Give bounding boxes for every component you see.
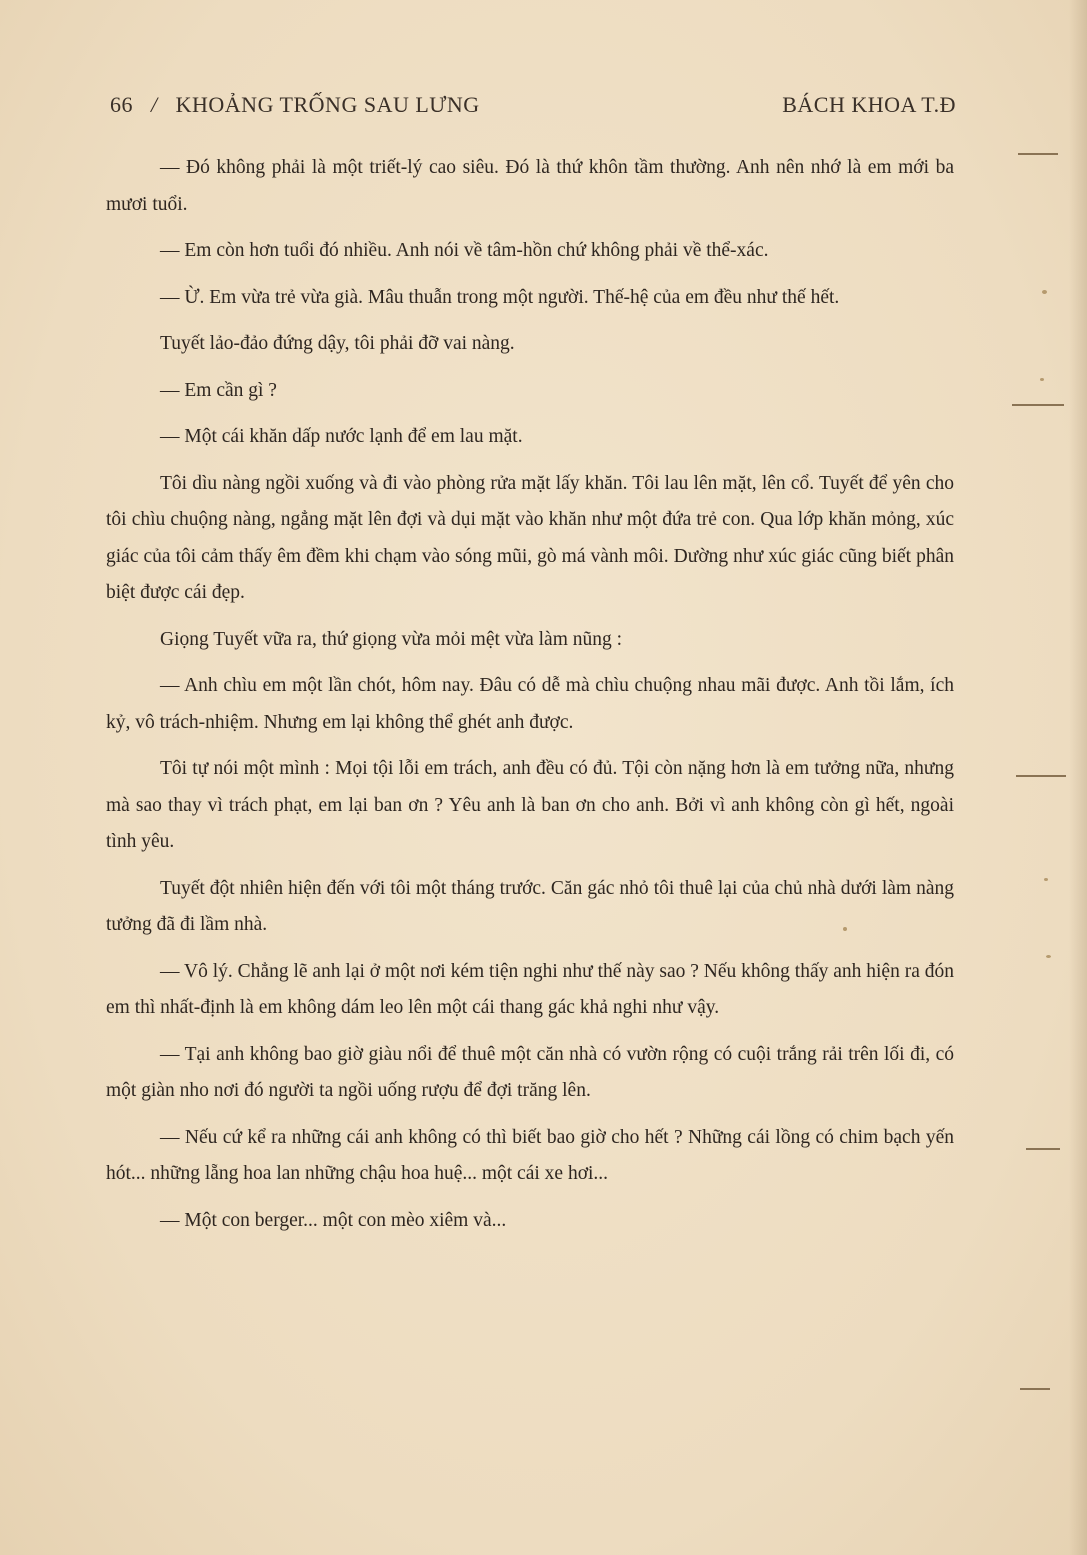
paragraph: — Tại anh không bao giờ giàu nổi để thuê một căn nhà có vườn rộng có cuội trắng rải trên lối đi, có một giàn nho nơi đó người ta ngồi uống rượu để đợi trăng lên.: [106, 1043, 954, 1101]
header-left: [110, 92, 480, 118]
margin-mark: [1012, 404, 1064, 406]
paragraph: — Ừ. Em vừa trẻ vừa già. Mâu thuẫn trong một người. Thế-hệ của em đều như thế hết.: [160, 286, 840, 308]
paragraph: Tuyết đột nhiên hiện đến với tôi một tháng trước. Căn gác nhỏ tôi thuê lại của chủ nhà dưới làm nàng tưởng đã đi lầm nhà.: [106, 877, 954, 935]
paragraph: — Nếu cứ kể ra những cái anh không có thì biết bao giờ cho hết ? Những cái lồng có chim bạch yến hót... những lẵng hoa lan những chậu hoa huệ... một cái xe hơi...: [106, 1126, 954, 1184]
paragraph: — Anh chìu em một lần chót, hôm nay. Đâu có dễ mà chìu chuộng nhau mãi được. Anh tồi lắm, ích kỷ, vô trách-nhiệm. Nhưng em lại không thể ghét anh được.: [106, 675, 954, 733]
page-edge-shadow: [1069, 0, 1087, 1555]
paragraph: — Em còn hơn tuổi đó nhiều. Anh nói về tâm-hồn chứ không phải về thể-xác.: [160, 240, 769, 261]
paragraph: Giọng Tuyết vữa ra, thứ giọng vừa mỏi mệt vừa làm nũng :: [160, 628, 623, 650]
paragraph: Tôi tự nói một mình : Mọi tội lỗi em trách, anh đều có đủ. Tội còn nặng hơn là em tưởng nữa, nhưng mà sao thay vì trách phạt, em lại ban ơn ? Yêu anh là ban ơn cho anh. Bởi vì anh không còn gì hết, ngoài tình yêu.: [106, 758, 954, 852]
paragraph: — Em cần gì ?: [160, 379, 277, 401]
margin-mark: [1020, 1388, 1050, 1390]
paragraph: — Một cái khăn dấp nước lạnh để em lau mặt.: [160, 426, 523, 447]
paper-speck: [1040, 378, 1044, 381]
publication-name: BÁCH KHOA T.Đ: [782, 92, 956, 117]
running-title: KHOẢNG TRỐNG SAU LƯNG: [175, 92, 480, 117]
header-separator: /: [151, 92, 158, 117]
margin-mark: [1016, 775, 1066, 777]
paragraph: Tôi dìu nàng ngồi xuống và đi vào phòng rửa mặt lấy khăn. Tôi lau lên mặt, lên cổ. Tuyết để yên cho tôi chìu chuộng nàng, ngẳng mặt lên đợi và dụi mặt vào khăn như một đứa trẻ con. Qua lớp khăn mỏng, xúc giác của tôi cảm thấy êm đềm khi chạm vào sóng mũi, gò má vành môi. Dường như xúc giác cũng biết phân biệt được cái đẹp.: [106, 472, 954, 603]
paragraph: — Vô lý. Chẳng lẽ anh lại ở một nơi kém tiện nghi như thế này sao ? Nếu không thấy anh hiện ra đón em thì nhất-định là em không dám leo lên một cái thang gác khả nghi như vậy.: [106, 960, 954, 1018]
running-header: [110, 92, 956, 124]
body-text: [106, 150, 954, 1239]
paper-speck: [1046, 955, 1051, 958]
paper-speck: [1044, 878, 1048, 881]
paragraph: Tuyết lảo-đảo đứng dậy, tôi phải đỡ vai nàng.: [160, 333, 515, 354]
page-number: 66: [110, 92, 133, 117]
paper-speck: [1042, 290, 1047, 294]
paragraph: — Đó không phải là một triết-lý cao siêu. Đó là thứ khôn tầm thường. Anh nên nhớ là em mới ba mươi tuổi.: [106, 157, 954, 215]
margin-mark: [1018, 153, 1058, 155]
paragraph: — Một con berger... một con mèo xiêm và...: [160, 1209, 507, 1231]
margin-mark: [1026, 1148, 1060, 1150]
